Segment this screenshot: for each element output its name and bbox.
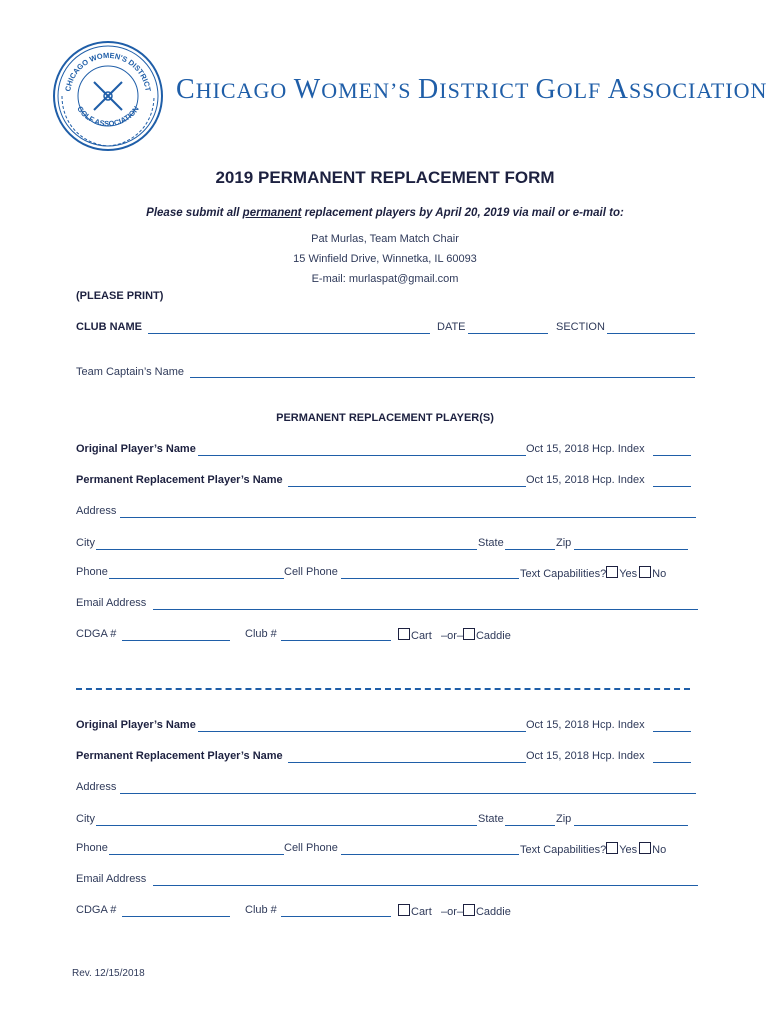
original-player-label: Original Player’s Name xyxy=(76,719,196,731)
email-field[interactable] xyxy=(153,885,698,886)
cell-phone-label: Cell Phone xyxy=(284,842,338,854)
hcp-index-label: Oct 15, 2018 Hcp. Index xyxy=(526,750,645,762)
yes-checkbox[interactable] xyxy=(606,842,618,854)
submission-instructions: Please submit all permanent replacement players by April 20, 2019 via mail or e-mail to: xyxy=(146,207,624,219)
cart-caddie-choice: Cart –or– Caddie xyxy=(398,904,511,918)
phone-label: Phone xyxy=(76,842,108,854)
svg-text:GOLF ASSOCIATION xyxy=(75,105,140,129)
cell-phone-field[interactable] xyxy=(341,854,519,855)
replacement-player-label: Permanent Replacement Player’s Name xyxy=(76,750,283,762)
club-name-label: CLUB NAME xyxy=(76,321,142,333)
section-label: SECTION xyxy=(556,321,605,333)
cart-checkbox[interactable] xyxy=(398,628,410,640)
replacement-hcp-field[interactable] xyxy=(653,486,691,487)
cwdga-seal-logo xyxy=(52,40,164,152)
club-number-field[interactable] xyxy=(281,640,391,641)
team-captain-label: Team Captain’s Name xyxy=(76,366,185,378)
original-hcp-field[interactable] xyxy=(653,731,691,732)
state-label: State xyxy=(478,813,504,825)
section-heading: PERMANENT REPLACEMENT PLAYER(S) xyxy=(276,412,494,424)
state-field[interactable] xyxy=(505,825,555,826)
cdga-field[interactable] xyxy=(122,916,230,917)
text-capabilities: Text Capabilities? Yes No xyxy=(520,844,667,856)
club-number-field[interactable] xyxy=(281,916,391,917)
state-field[interactable] xyxy=(505,549,555,550)
zip-field[interactable] xyxy=(574,549,688,550)
original-player-field[interactable] xyxy=(198,455,526,456)
section-field[interactable] xyxy=(607,333,695,334)
caddie-checkbox[interactable] xyxy=(463,904,475,916)
please-print-note: (PLEASE PRINT) xyxy=(76,290,164,302)
club-number-label: Club # xyxy=(245,628,277,640)
email-field[interactable] xyxy=(153,609,698,610)
original-player-label: Original Player’s Name xyxy=(76,443,196,455)
address-label: Address xyxy=(76,505,117,517)
cell-phone-field[interactable] xyxy=(341,578,519,579)
original-player-field[interactable] xyxy=(198,731,526,732)
contact-email: E-mail: murlaspat@gmail.com xyxy=(311,273,459,285)
yes-checkbox[interactable] xyxy=(606,566,618,578)
hcp-index-label: Oct 15, 2018 Hcp. Index xyxy=(526,443,645,455)
date-field[interactable] xyxy=(468,333,548,334)
zip-field[interactable] xyxy=(574,825,688,826)
club-name-field[interactable] xyxy=(148,333,430,334)
replacement-hcp-field[interactable] xyxy=(653,762,691,763)
section-divider xyxy=(76,688,690,690)
email-label: Email Address xyxy=(76,873,147,885)
no-checkbox[interactable] xyxy=(639,566,651,578)
caddie-checkbox[interactable] xyxy=(463,628,475,640)
replacement-player-field[interactable] xyxy=(288,486,526,487)
city-label: City xyxy=(76,537,95,549)
city-field[interactable] xyxy=(96,825,477,826)
team-captain-field[interactable] xyxy=(190,377,695,378)
contact-street: 15 Winfield Drive, Winnetka, IL 60093 xyxy=(293,253,477,265)
replacement-player-field[interactable] xyxy=(288,762,526,763)
email-label: Email Address xyxy=(76,597,147,609)
revision-date: Rev. 12/15/2018 xyxy=(72,968,145,979)
city-field[interactable] xyxy=(96,549,477,550)
zip-label: Zip xyxy=(556,537,572,549)
phone-field[interactable] xyxy=(109,854,284,855)
cart-checkbox[interactable] xyxy=(398,904,410,916)
address-label: Address xyxy=(76,781,117,793)
address-field[interactable] xyxy=(120,793,696,794)
replacement-player-label: Permanent Replacement Player’s Name xyxy=(76,474,283,486)
phone-field[interactable] xyxy=(109,578,284,579)
seal-text-bottom: GOLF ASSOCIATION xyxy=(75,104,141,129)
cell-phone-label: Cell Phone xyxy=(284,566,338,578)
organization-name: CHICAGO WOMEN’S DISTRICT GOLF ASSOCIATION xyxy=(176,74,768,105)
address-field[interactable] xyxy=(120,517,696,518)
zip-label: Zip xyxy=(556,813,572,825)
hcp-index-label: Oct 15, 2018 Hcp. Index xyxy=(526,719,645,731)
phone-label: Phone xyxy=(76,566,108,578)
cdga-field[interactable] xyxy=(122,640,230,641)
text-capabilities: Text Capabilities? Yes No xyxy=(520,568,667,580)
date-label: DATE xyxy=(437,321,466,333)
club-number-label: Club # xyxy=(245,904,277,916)
seal-text-top: CHICAGO WOMEN'S DISTRICT xyxy=(63,50,153,93)
hcp-index-label: Oct 15, 2018 Hcp. Index xyxy=(526,474,645,486)
cart-caddie-choice: Cart –or– Caddie xyxy=(398,628,511,642)
contact-name: Pat Murlas, Team Match Chair xyxy=(311,233,459,245)
original-hcp-field[interactable] xyxy=(653,455,691,456)
form-title: 2019 PERMANENT REPLACEMENT FORM xyxy=(215,168,555,187)
cdga-label: CDGA # xyxy=(76,904,117,916)
state-label: State xyxy=(478,537,504,549)
city-label: City xyxy=(76,813,95,825)
cdga-label: CDGA # xyxy=(76,628,117,640)
no-checkbox[interactable] xyxy=(639,842,651,854)
